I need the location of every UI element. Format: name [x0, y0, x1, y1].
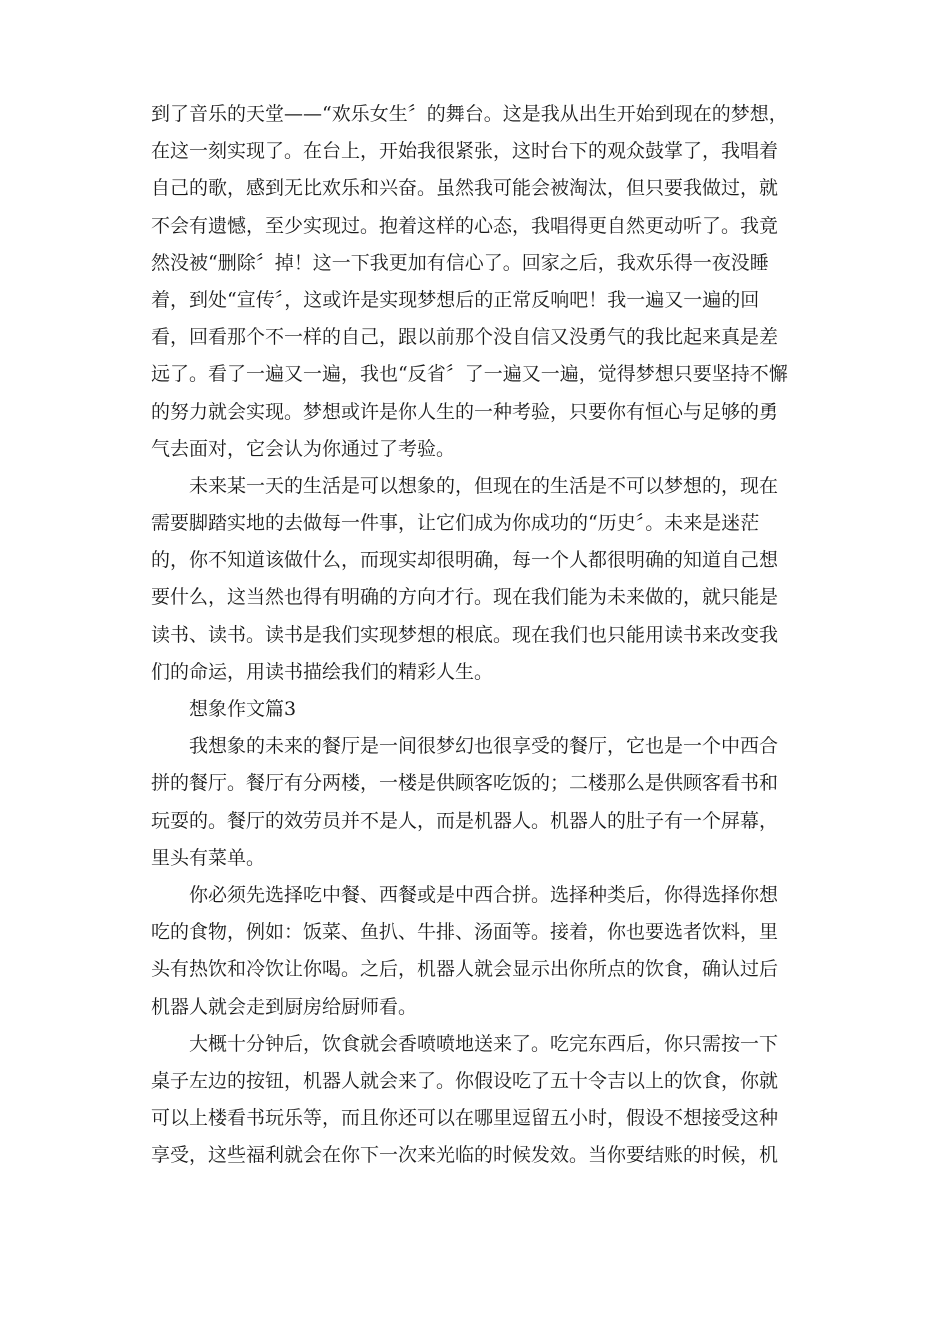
paragraph	[151, 728, 796, 877]
text-line: 需要脚踏实地的去做每一件事，让它们成为你成功的“历史〞。未来是迷茫	[151, 512, 760, 535]
text-line: 玩耍的。餐厅的效劳员并不是人，而是机器人。机器人的肚子有一个屏幕，	[151, 809, 779, 832]
text-line: 然没被“删除〞掉！这一下我更加有信心了。回家之后，我欢乐得一夜没睡	[151, 251, 769, 274]
text-line: 拼的餐厅。餐厅有分两楼，一楼是供顾客吃饭的；二楼那么是供顾客看书和	[151, 772, 779, 795]
document-body	[151, 96, 796, 1174]
text-line: 吃的食物，例如：饭菜、鱼扒、牛排、汤面等。接着，你也要选者饮料，里	[151, 921, 779, 944]
text-line: 头有热饮和冷饮让你喝。之后，机器人就会显示出你所点的饮食，确认过后	[151, 958, 779, 981]
text-line: 机器人就会走到厨房给厨师看。	[151, 995, 418, 1018]
text-line: 远了。看了一遍又一遍，我也“反省〞了一遍又一遍，觉得梦想只要坚持不懈	[151, 363, 788, 386]
text-line: 们的命运，用读书描绘我们的精彩人生。	[151, 660, 494, 683]
paragraph	[151, 468, 796, 691]
text-line: 在这一刻实现了。在台上，开始我很紧张，这时台下的观众鼓掌了，我唱着	[151, 140, 779, 163]
text-line: 看，回看那个不一样的自己，跟以前那个没自信又没勇气的我比起来真是差	[151, 326, 779, 349]
text-line: 着，到处“宣传〞，这或许是实现梦想后的正常反响吧！我一遍又一遍的回	[151, 288, 760, 311]
text-line: 可以上楼看书玩乐等，而且你还可以在哪里逗留五小时，假设不想接受这种	[151, 1107, 779, 1130]
text-line: 未来某一天的生活是可以想象的，但现在的生活是不可以梦想的，现在	[189, 474, 779, 497]
text-line: 想象作文篇3	[189, 698, 297, 720]
section-heading	[151, 691, 796, 728]
text-line: 不会有遗憾，至少实现过。抱着这样的心态，我唱得更自然更动听了。我竟	[151, 214, 779, 237]
text-line: 到了音乐的天堂——“欢乐女生〞的舞台。这是我从出生开始到现在的梦想，	[151, 103, 788, 125]
text-line: 的，你不知道该做什么，而现实却很明确，每一个人都很明确的知道自己想	[151, 549, 779, 572]
text-line: 桌子左边的按钮，机器人就会来了。你假设吃了五十令吉以上的饮食，你就	[151, 1069, 779, 1092]
text-line: 自己的歌，感到无比欢乐和兴奋。虽然我可能会被淘汰，但只要我做过，就	[151, 177, 779, 200]
text-line: 我想象的未来的餐厅是一间很梦幻也很享受的餐厅，它也是一个中西合	[189, 735, 779, 758]
text-line: 你必须先选择吃中餐、西餐或是中西合拼。选择种类后，你得选择你想	[189, 883, 779, 906]
text-line: 大概十分钟后，饮食就会香喷喷地送来了。吃完东西后，你只需按一下	[189, 1032, 779, 1055]
text-line: 里头有菜单。	[151, 846, 266, 869]
text-line: 气去面对，它会认为你通过了考验。	[151, 437, 456, 460]
paragraph	[151, 1026, 796, 1175]
paragraph	[151, 877, 796, 1026]
text-line: 享受，这些福利就会在你下一次来光临的时候发效。当你要结账的时候，机	[151, 1144, 779, 1167]
text-line: 的努力就会实现。梦想或许是你人生的一种考验，只要你有恒心与足够的勇	[151, 400, 779, 423]
text-line: 读书、读书。读书是我们实现梦想的根底。现在我们也只能用读书来改变我	[151, 623, 779, 646]
text-line: 要什么，这当然也得有明确的方向才行。现在我们能为未来做的，就只能是	[151, 586, 779, 609]
paragraph	[151, 96, 796, 468]
